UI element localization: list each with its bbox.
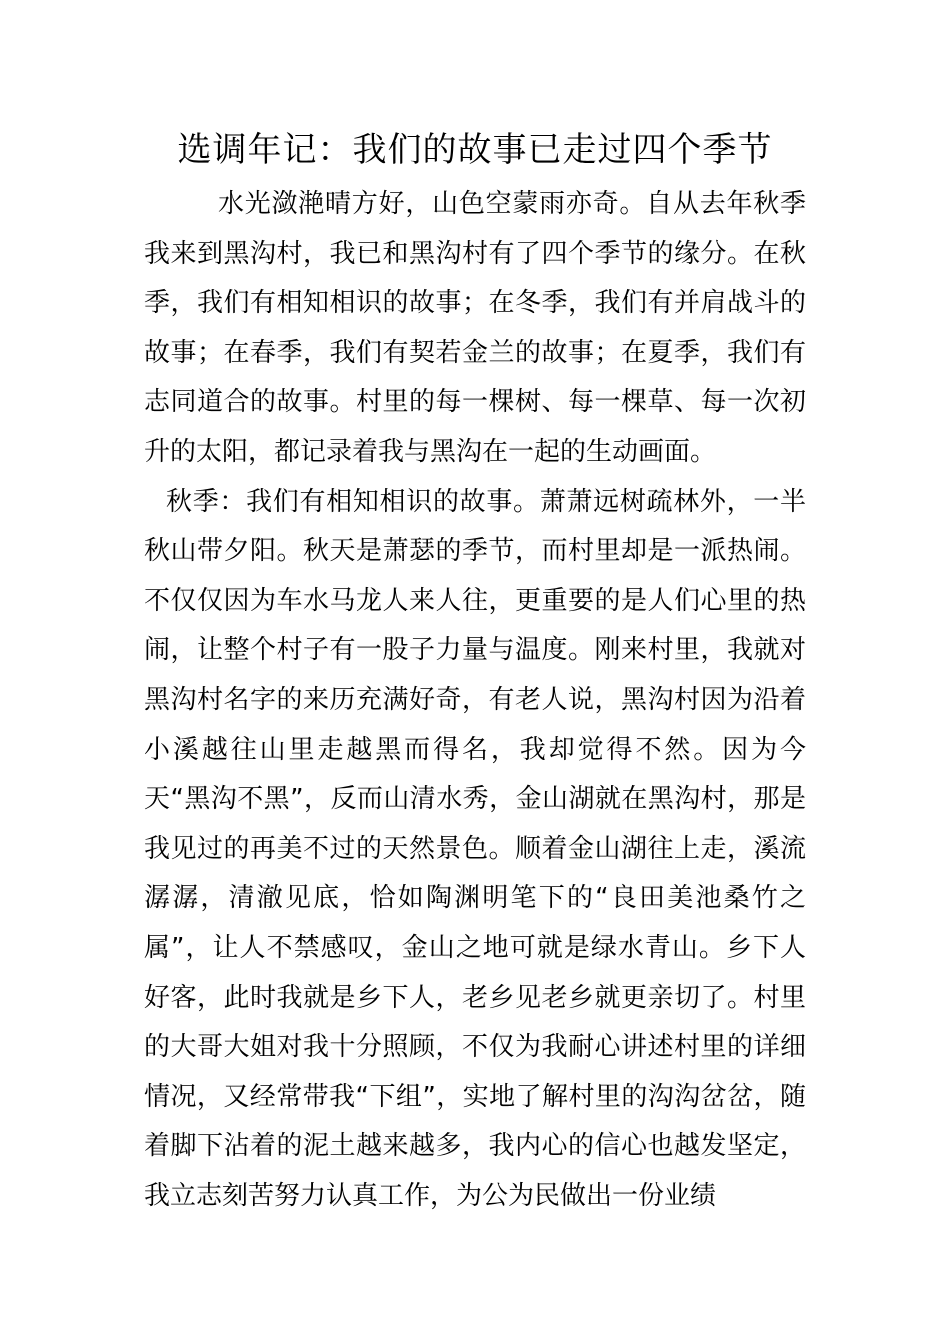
document-title: 选调年记：我们的故事已走过四个季节 (177, 130, 773, 170)
paragraph-intro: 水光潋滟晴方好，山色空蒙雨亦奇。自从去年秋季我来到黑沟村，我已和黑沟村有了四个季节的缘分。在秋季，我们有相知相识的故事；在冬季，我们有并肩战斗的故事；在春季，我们有契若金兰的故事；在夏季，我们有志同道合的故事。村里的每一棵树、每一棵草、每一次初升的太阳，都记录着我与黑沟在一起的生动画面。 (144, 189, 806, 467)
document-body (144, 180, 806, 1221)
paragraph-autumn: 秋季：我们有相知相识的故事。萧萧远树疏林外，一半秋山带夕阳。秋天是萧瑟的季节，而村里却是一派热闹。不仅仅因为车水马龙人来人往，更重要的是人们心里的热闹，让整个村子有一股子力量与温度。刚来村里，我就对黑沟村名字的来历充满好奇，有老人说，黑沟村因为沿着小溪越往山里走越黑而得名，我却觉得不然。因为今天“黑沟不黑”，反而山清水秀，金山湖就在黑沟村，那是我见过的再美不过的天然景色。顺着金山湖往上走，溪流潺潺，清澈见底，恰如陶渊明笔下的“良田美池桑竹之属”，让人不禁感叹，金山之地可就是绿水青山。乡下人好客，此时我就是乡下人，老乡见老乡就更亲切了。村里的大哥大姐对我十分照顾，不仅为我耐心讲述村里的详细情况，又经常带我“下组”，实地了解村里的沟沟岔岔，随着脚下沾着的泥土越来越多，我内心的信心也越发坚定，我立志刻苦努力认真工作，为公为民做出一份业绩 (144, 486, 806, 1211)
